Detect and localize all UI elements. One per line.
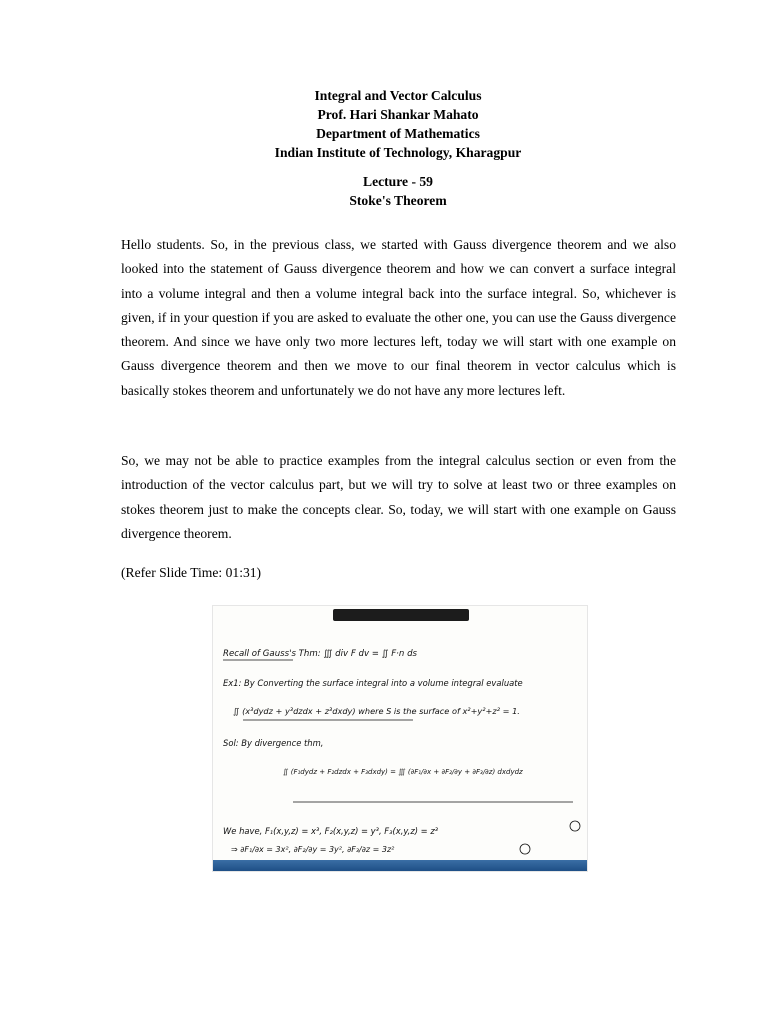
notes-line-recall: Recall of Gauss's Thm: ∭ div F dv = ∬ F·n ds [223,649,418,659]
lecture-number: Lecture - 59 [363,174,433,189]
windows-taskbar [213,860,587,871]
notes-line-divergence: ∬ (F₁dydz + F₂dzdx + F₃dxdy) = ∭ (∂F₁/∂x + ∂F₂/∂y + ∂F₃/∂z) dxdydz [283,768,523,776]
paragraph-plan: So, we may not be able to practice examples from the integral calculus section or even from the introduction of the vector calculus part, but we will try to solve at least two or three examples on stokes theorem just to make the concepts clear. So, today, we will start with one example on Gauss divergence theorem. [121,453,676,541]
equation-marker-1 [570,821,580,831]
lecture-heading [0,172,768,210]
equation-marker-2 [520,844,530,854]
course-title: Integral and Vector Calculus [314,88,482,103]
paper-header [0,86,768,162]
refer-slide-time: (Refer Slide Time: 01:31) [121,565,262,580]
institute-name: Indian Institute of Technology, Kharagpur [274,145,522,160]
notes-line-solution: Sol: By divergence thm, [223,738,324,748]
notes-line-partials: ⇒ ∂F₁/∂x = 3x², ∂F₂/∂y = 3y², ∂F₃/∂z = 3z² [231,845,395,854]
notes-line-have: We have, F₁(x,y,z) = x³, F₂(x,y,z) = y³, F₃(x,y,z) = z³ [223,826,439,836]
notes-line-example: Ex1: By Converting the surface integral into a volume integral evaluate [223,678,523,688]
lecture-slide-image [212,605,588,872]
handwritten-notes [213,606,587,871]
slide-toolbar [333,609,469,621]
professor-name: Prof. Hari Shankar Mahato [317,107,479,122]
notes-line-integral: ∬ (x³dydz + y³dzdx + z³dxdy) where S is the surface of x²+y²+z² = 1. [233,706,520,716]
department-name: Department of Mathematics [316,126,480,141]
lecture-title: Stoke's Theorem [349,193,447,208]
paragraph-intro: Hello students. So, in the previous class, we started with Gauss divergence theorem and we also looked into the statement of Gauss divergence theorem and how we can convert a surface integral into a volume integral and then a volume integral back into the surface integral. So, whichever is given, if in your question if you are asked to evaluate the other one, you can use the Gauss divergence theorem. And since we have only two more lectures left, today we will start with one example on Gauss divergence theorem and then we move to our final theorem in vector calculus which is basically stokes theorem and unfortunately we do not have any more lectures left. [121,237,676,398]
